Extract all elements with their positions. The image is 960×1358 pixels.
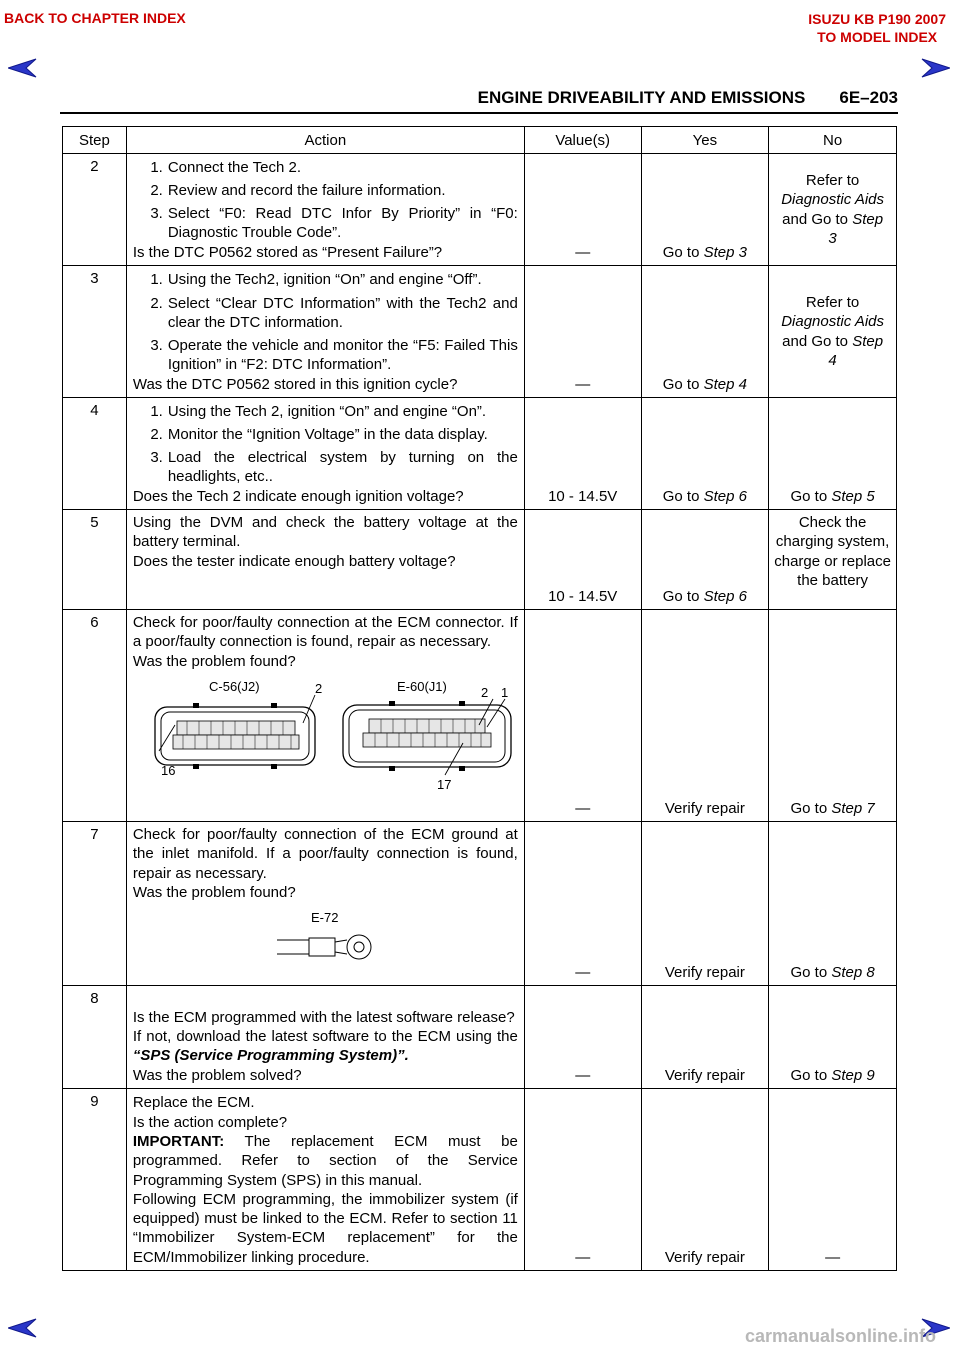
model-index-line1: ISUZU KB P190 2007 <box>808 11 946 27</box>
yes-cell: Go to Step 6 <box>641 398 769 510</box>
table-row <box>63 1089 897 1271</box>
step-number: 2 <box>63 154 127 266</box>
col-yes: Yes <box>641 127 769 154</box>
question-text: Was the problem found? <box>132 652 296 670</box>
page-header <box>60 86 898 114</box>
next-page-arrow-icon[interactable] <box>920 58 950 78</box>
value-cell: 10 - 14.5V <box>524 510 641 610</box>
action-text: Is the ECM programmed with the latest software release? <box>132 1008 515 1026</box>
question-text: Does the tester indicate enough battery voltage? <box>132 552 456 570</box>
substep: 2. Monitor the “Ignition Voltage” in the data display. <box>150 425 488 443</box>
step-link[interactable]: Step 6 <box>703 587 747 605</box>
step-link[interactable]: Step <box>852 332 884 350</box>
pin-label: 2 <box>314 680 323 696</box>
ground-e72-label: E-72 <box>310 910 339 926</box>
watermark-text: carmanualsonline.info <box>744 1326 936 1346</box>
ground-terminal-figure <box>277 935 371 959</box>
step-link[interactable]: Step 7 <box>831 799 875 817</box>
yes-cell: Go to Step 3 <box>641 154 769 266</box>
substep-list <box>133 270 518 374</box>
step-link[interactable]: Step 5 <box>831 487 875 505</box>
col-action: Action <box>126 127 524 154</box>
connector-c56-figure <box>155 695 315 769</box>
no-cell: Check the charging system, charge or replace the battery <box>769 510 897 610</box>
step-number: 7 <box>63 822 127 986</box>
action-cell <box>126 266 524 398</box>
table-row <box>63 154 897 266</box>
substep: 1. Connect the Tech 2. <box>150 158 301 176</box>
action-cell <box>126 610 524 822</box>
diagnostic-procedure-table <box>62 126 897 1271</box>
substep: 1. Using the Tech2, ignition “On” and engine “Off”. <box>150 271 482 289</box>
question-text: Is the action complete? <box>132 1113 288 1131</box>
step-link[interactable]: Step 9 <box>831 1066 875 1084</box>
value-cell: — <box>524 1089 641 1271</box>
action-cell <box>126 822 524 986</box>
ground-terminal-diagram <box>133 908 517 970</box>
table-row <box>63 822 897 986</box>
connector-e60-label: E-60(J1) <box>396 678 447 694</box>
pin-label: 1 <box>500 684 509 700</box>
substep-list <box>133 158 518 243</box>
table-row <box>63 266 897 398</box>
step-number: 8 <box>63 986 127 1089</box>
substep: 1. Using the Tech 2, ignition “On” and engine “On”. <box>150 402 487 420</box>
table-row <box>63 398 897 510</box>
action-cell <box>126 986 524 1089</box>
action-cell <box>126 510 524 610</box>
value-cell: — <box>524 610 641 822</box>
yes-cell: Verify repair <box>641 1089 769 1271</box>
pin-label: 17 <box>436 776 452 792</box>
pin-label: 16 <box>160 762 176 778</box>
substep: 2. Select “Clear DTC Information” with the Tech2 and clear the DTC information. <box>150 294 518 331</box>
model-index-link[interactable] <box>808 10 946 46</box>
connector-e60-figure <box>343 699 511 775</box>
step-number: 4 <box>63 398 127 510</box>
action-text: Using the DVM and check the battery voltage at the battery terminal. <box>132 514 518 551</box>
question-text: Was the problem found? <box>132 883 296 901</box>
connector-c56-label: C-56(J2) <box>208 678 260 694</box>
back-to-chapter-index-link[interactable]: BACK TO CHAPTER INDEX <box>4 10 186 26</box>
no-cell: Refer to Diagnostic Aids and Go to Step 3 <box>769 154 897 266</box>
table-row <box>63 510 897 610</box>
substep: 3. Select “F0: Read DTC Infor By Priority” in “F0: Diagnostic Trouble Code”. <box>150 205 518 242</box>
yes-cell: Verify repair <box>641 822 769 986</box>
step-number: 9 <box>63 1089 127 1271</box>
action-cell <box>126 1089 524 1271</box>
substep: 2. Review and record the failure information. <box>150 181 446 199</box>
no-cell: Go to Step 9 <box>769 986 897 1089</box>
no-cell: Go to Step 7 <box>769 610 897 822</box>
step-link[interactable]: Step 3 <box>703 243 747 261</box>
substep: 3. Load the electrical system by turning on the headlights, etc.. <box>150 449 518 486</box>
step-link[interactable]: Step 6 <box>703 487 747 505</box>
no-cell: Go to Step 8 <box>769 822 897 986</box>
step-number: 6 <box>63 610 127 822</box>
step-link[interactable]: Step 4 <box>703 375 747 393</box>
section-title: ENGINE DRIVEABILITY AND EMISSIONS <box>477 88 806 107</box>
question-text: Was the problem solved? <box>132 1066 302 1084</box>
table-row <box>63 986 897 1089</box>
step-number: 5 <box>63 510 127 610</box>
yes-cell: Go to Step 6 <box>641 510 769 610</box>
value-cell: — <box>524 154 641 266</box>
step-link[interactable]: Step <box>852 210 884 228</box>
value-cell: — <box>524 822 641 986</box>
no-cell: Go to Step 5 <box>769 398 897 510</box>
no-cell: Refer to Diagnostic Aids and Go to Step 4 <box>769 266 897 398</box>
substep-list <box>133 402 518 487</box>
no-cell: — <box>769 1089 897 1271</box>
col-no: No <box>769 127 897 154</box>
question-text: Does the Tech 2 indicate enough ignition voltage? <box>132 487 464 505</box>
col-values: Value(s) <box>524 127 641 154</box>
previous-page-arrow-icon[interactable] <box>8 58 38 78</box>
question-text: Was the DTC P0562 stored in this ignition cycle? <box>132 375 458 393</box>
col-step: Step <box>63 127 127 154</box>
question-text: Is the DTC P0562 stored as “Present Failure”? <box>132 243 443 261</box>
action-text: Replace the ECM. <box>132 1094 255 1112</box>
step-number: 3 <box>63 266 127 398</box>
value-cell: 10 - 14.5V <box>524 398 641 510</box>
action-cell <box>126 154 524 266</box>
value-cell: — <box>524 266 641 398</box>
model-index-line2: TO MODEL INDEX <box>817 29 938 45</box>
yes-cell: Verify repair <box>641 610 769 822</box>
action-cell <box>126 398 524 510</box>
value-cell: — <box>524 986 641 1089</box>
action-text: Check for poor/faulty connection of the ECM ground at the inlet manifold. If a poor/faulty connection is found, repair as necessary. <box>132 826 518 882</box>
table-row <box>63 610 897 822</box>
yes-cell: Go to Step 4 <box>641 266 769 398</box>
action-text: If not, download the latest software to the ECM using the “SPS (Service Programming System)”. <box>132 1028 518 1065</box>
yes-cell: Verify repair <box>641 986 769 1089</box>
back-arrow-icon[interactable] <box>8 1318 38 1338</box>
step-link[interactable]: Step 8 <box>831 963 875 981</box>
action-text: Check for poor/faulty connection at the ECM connector. If a poor/faulty connection is found, repair as necessary. <box>132 614 518 651</box>
table-header-row <box>63 127 897 154</box>
pin-label: 2 <box>480 684 489 700</box>
ecm-connector-diagram <box>133 677 517 793</box>
page-number: 6E–203 <box>839 88 898 107</box>
action-text: Following ECM programming, the immobilizer system (if equipped) must be linked to the ECM. Refer to section 11 “Immobilizer System-ECM replacement” for the ECM/Immobilizer linking procedure. <box>132 1190 518 1266</box>
substep: 3. Operate the vehicle and monitor the “F5: Failed This Ignition” in “F2: DTC Information”. <box>150 337 518 374</box>
important-note: IMPORTANT: The replacement ECM must be programmed. Refer to section of the Service Programming System (SPS) in this manual. <box>132 1132 518 1189</box>
